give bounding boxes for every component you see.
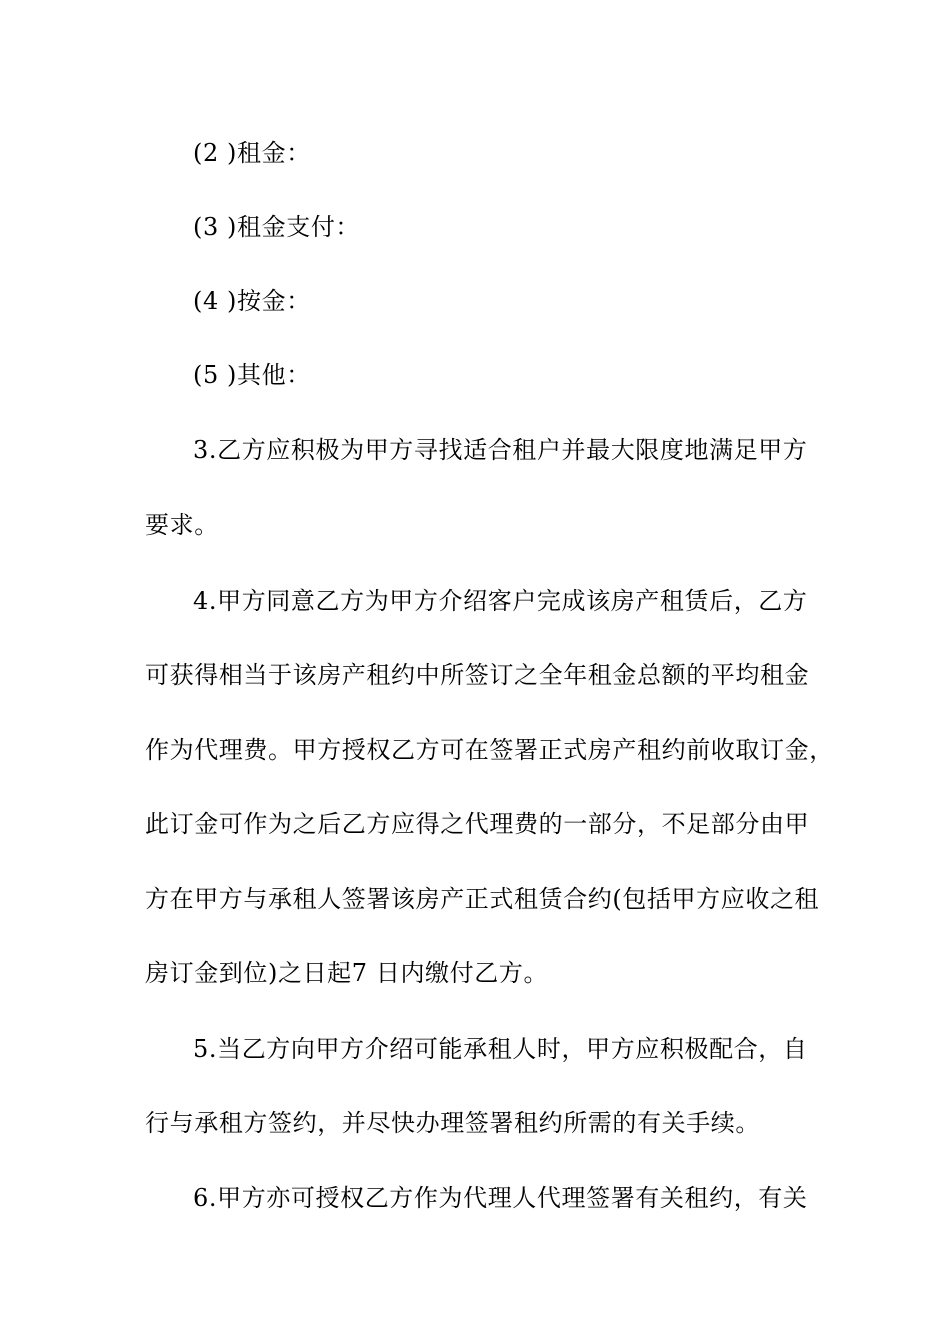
clause-5-line-1: 5.当乙方向甲方介绍可能承租人时，甲方应积极配合，自 (193, 1035, 808, 1063)
clause-4-line-1: 4.甲方同意乙方为甲方介绍客户完成该房产租赁后，乙方 (193, 587, 808, 615)
clause-3-line-2: 要求。 (145, 511, 219, 539)
item-5-other: (5 )其他： (193, 361, 311, 389)
item-4-deposit: (4 )按金： (193, 287, 311, 315)
clause-4-line-5: 方在甲方与承租人签署该房产正式租赁合约(包括甲方应收之租 (145, 885, 820, 913)
clause-4-line-3: 作为代理费。甲方授权乙方可在签署正式房产租约前收取订金， (145, 736, 834, 764)
item-2-rent: (2 )租金： (193, 139, 311, 167)
clause-6-line-1: 6.甲方亦可授权乙方作为代理人代理签署有关租约，有关 (193, 1184, 808, 1212)
clause-4-line-4: 此订金可作为之后乙方应得之代理费的一部分，不足部分由甲 (145, 810, 810, 838)
clause-5-line-2: 行与承租方签约，并尽快办理签署租约所需的有关手续。 (145, 1109, 760, 1137)
clause-4-line-2: 可获得相当于该房产租约中所签订之全年租金总额的平均租金 (145, 661, 810, 689)
item-3-rent-payment: (3 )租金支付： (193, 213, 361, 241)
clause-3-line-1: 3.乙方应积极为甲方寻找适合租户并最大限度地满足甲方 (193, 436, 808, 464)
clause-4-line-6: 房订金到位)之日起7 日内缴付乙方。 (145, 959, 549, 987)
